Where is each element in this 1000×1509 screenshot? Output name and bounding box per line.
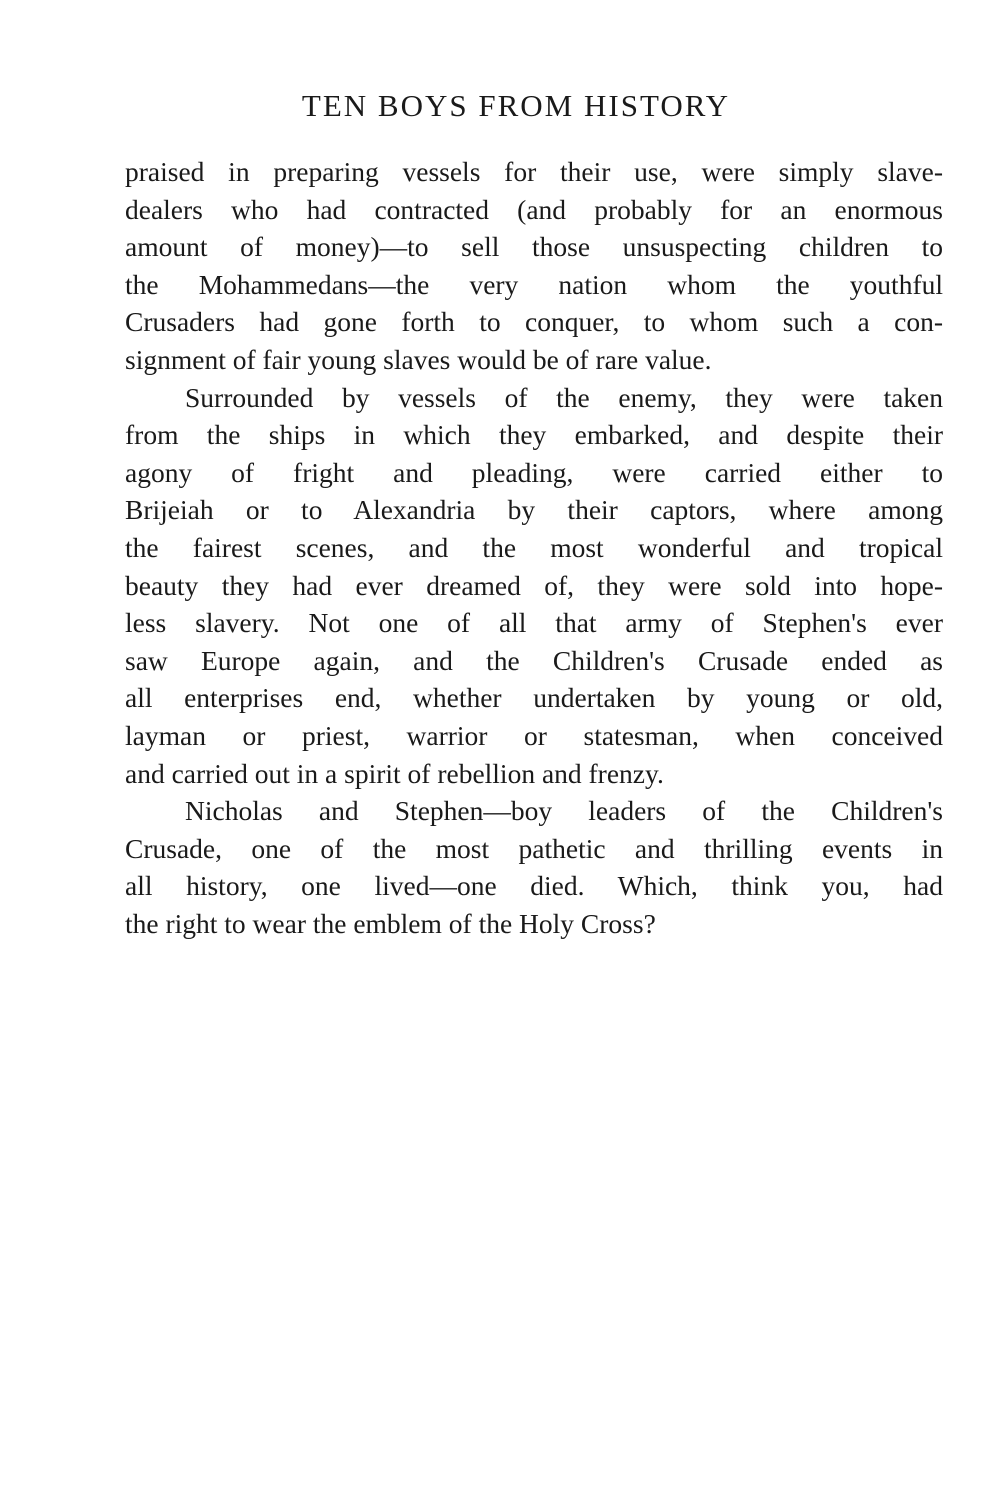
text-line: from the ships in which they embarked, and despite their [125,419,943,451]
text-line: signment of fair young slaves would be of rare value. [125,343,712,375]
text-line: Crusaders had gone forth to conquer, to whom such a con- [125,306,943,338]
text-line: agony of fright and pleading, were carried either to [125,456,943,488]
body-text [125,153,943,942]
text-line: beauty they had ever dreamed of, they were sold into hope- [125,569,943,601]
text-line: all history, one lived—one died. Which, think you, had [125,870,943,902]
text-line: praised in preparing vessels for their use, were simply slave- [125,156,943,187]
text-line: Surrounded by vessels of the enemy, they were taken [185,381,943,413]
text-line: layman or priest, warrior or statesman, when conceived [125,719,943,751]
text-line: the right to wear the emblem of the Holy Cross? [125,907,656,939]
text-line: Brijeiah or to Alexandria by their captors, where among [125,494,943,526]
paragraph [125,792,943,942]
text-line: saw Europe again, and the Children's Crusade ended as [125,644,943,676]
text-line: amount of money)—to sell those unsuspecting children to [125,231,943,263]
paragraph [125,153,943,379]
text-line: the fairest scenes, and the most wonderful and tropical [125,531,943,563]
text-line: the Mohammedans—the very nation whom the youthful [125,268,943,300]
text-line: dealers who had contracted (and probably for an enormous [125,193,943,225]
running-head: TEN BOYS FROM HISTORY [301,88,731,123]
text-line: all enterprises end, whether undertaken by young or old, [125,682,943,714]
text-line: less slavery. Not one of all that army of Stephen's ever [125,607,943,639]
text-line: Crusade, one of the most pathetic and thrilling events in [125,832,943,864]
text-line: Nicholas and Stephen—boy leaders of the Children's [185,795,943,827]
text-line: and carried out in a spirit of rebellion and frenzy. [125,757,664,789]
paragraph [125,379,943,793]
